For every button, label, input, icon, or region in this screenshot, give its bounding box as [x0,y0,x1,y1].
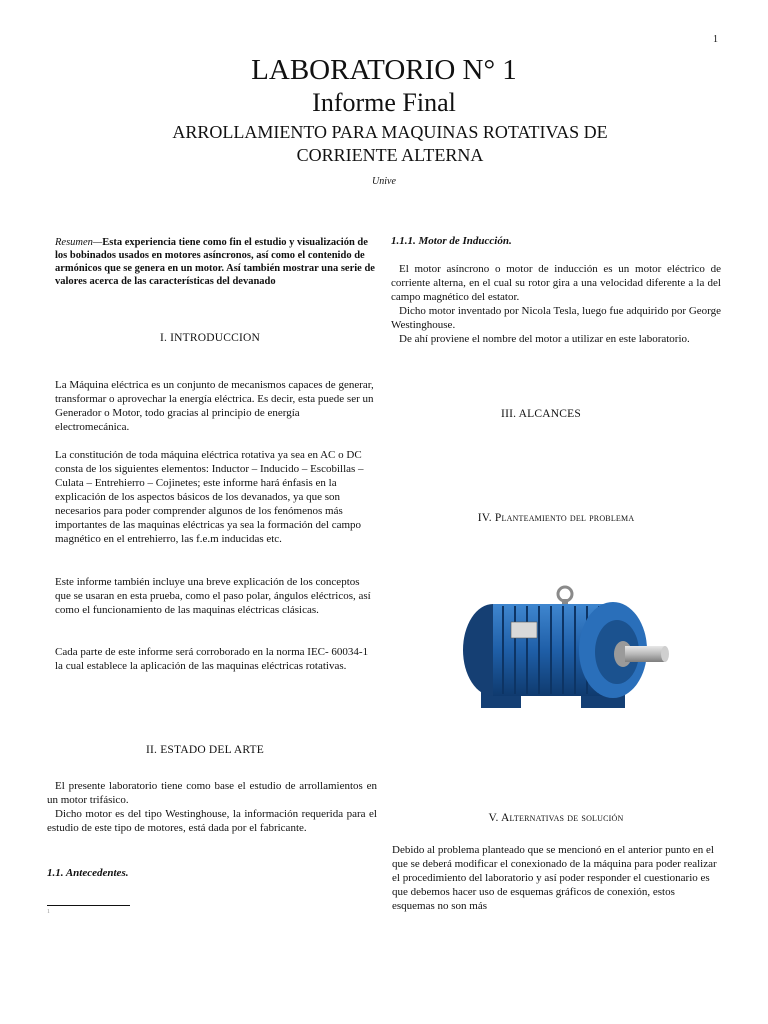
state-of-art-paragraph-1: El presente laboratorio tiene como base el estudio de arrollamientos en un motor trifásico. [47,780,377,806]
section-heading-problem: IV. Planteamiento del problema [477,512,635,524]
page-subtitle: Informe Final [312,88,456,117]
section-heading-solutions: V. Alternativas de solución [488,812,624,824]
abstract [55,236,375,288]
footnote-mark: 1 [47,909,50,915]
abstract-lead: Resumen— [55,237,103,248]
section-heading-state-of-art: II. ESTADO DEL ARTE [145,744,265,756]
author-line: Unive [372,176,396,187]
intro-paragraph-4: Cada parte de este informe será corroborado en la norma IEC- 60034-1 la cual establece la aplicación de las maquinas eléctricas rotativas. [55,646,369,672]
abstract-body: Esta experiencia tiene como fin el estudio y visualización de los bobinados usados en motores asíncronos, así como el contenido de armónicos que se genera en un motor. Así también mostrar una serie de valores acerca de las características del devanado [55,237,375,287]
footnote-rule [47,905,130,906]
electric-motor-image [453,582,675,722]
subheading-antecedentes: 1.1. Antecedentes. [47,867,129,879]
induction-motor-text [391,262,721,346]
page-number: 1 [713,34,718,45]
state-of-art-text [47,779,377,835]
solutions-text [392,843,717,913]
induction-paragraph-3: De ahí proviene el nombre del motor a utilizar en este laboratorio. [399,333,690,345]
induction-paragraph-2: Dicho motor inventado por Nicola Tesla, luego fue adquirido por George Westinghouse. [391,305,721,331]
page-title: LABORATORIO N° 1 [251,54,517,86]
section-heading-scope: III. ALCANCES [501,408,581,420]
solutions-paragraph-1: Debido al problema planteado que se mencionó en el anterior punto en el que se deberá modificar el conexionado de la máquina para poder realizar el procedimiento del laboratorio y así poder responder el cuestionario es que debemos hacer uso de esquemas gráficos de conexión, estos esquemas no son más [392,844,717,912]
intro-paragraph-1: La Máquina eléctrica es un conjunto de mecanismos capaces de generar, transformar o aprovechar la energía eléctrica. Es decir, esta puede ser un Generador o Motor, todo gracias al principio de energía electromecánica. [55,379,374,433]
intro-paragraph-2: La constitución de toda máquina eléctrica rotativa ya sea en AC o DC consta de los siguientes elementos: Inductor – Inducido – Escobillas – Culata – Entrehierro – Cojinetes; este informe hará énfasis en la explicación de los aspectos básicos de los devanados, ya que son necesarios para poder comprender algunos de los fenómenos más importantes de las maquinas eléctricas ya sea la formación del campo magnético en el entrehierro, las f.e.m inducidas etc. [55,449,364,545]
section-heading-introduction: I. INTRODUCCION [159,332,261,344]
state-of-art-paragraph-2: Dicho motor es del tipo Westinghouse, la información requerida para el estudio de este tipo de motores, está dada por el fabricante. [47,808,377,834]
induction-paragraph-1: El motor asíncrono o motor de inducción es un motor eléctrico de corriente alterna, en el cual su rotor gira a una velocidad diferente a la del campo magnético del estator. [391,263,721,303]
subheading-induction-motor: 1.1.1. Motor de Inducción. [391,235,512,247]
report-topic: ARROLLAMIENTO PARA MAQUINAS ROTATIVAS DE CORRIENTE ALTERNA [172,122,608,165]
intro-paragraph-3: Este informe también incluye una breve explicación de los conceptos que se usaran en esta prueba, como el paso polar, ángulos eléctricos, así como el funcionamiento de las maquinas eléctricas clásicas. [55,576,371,616]
